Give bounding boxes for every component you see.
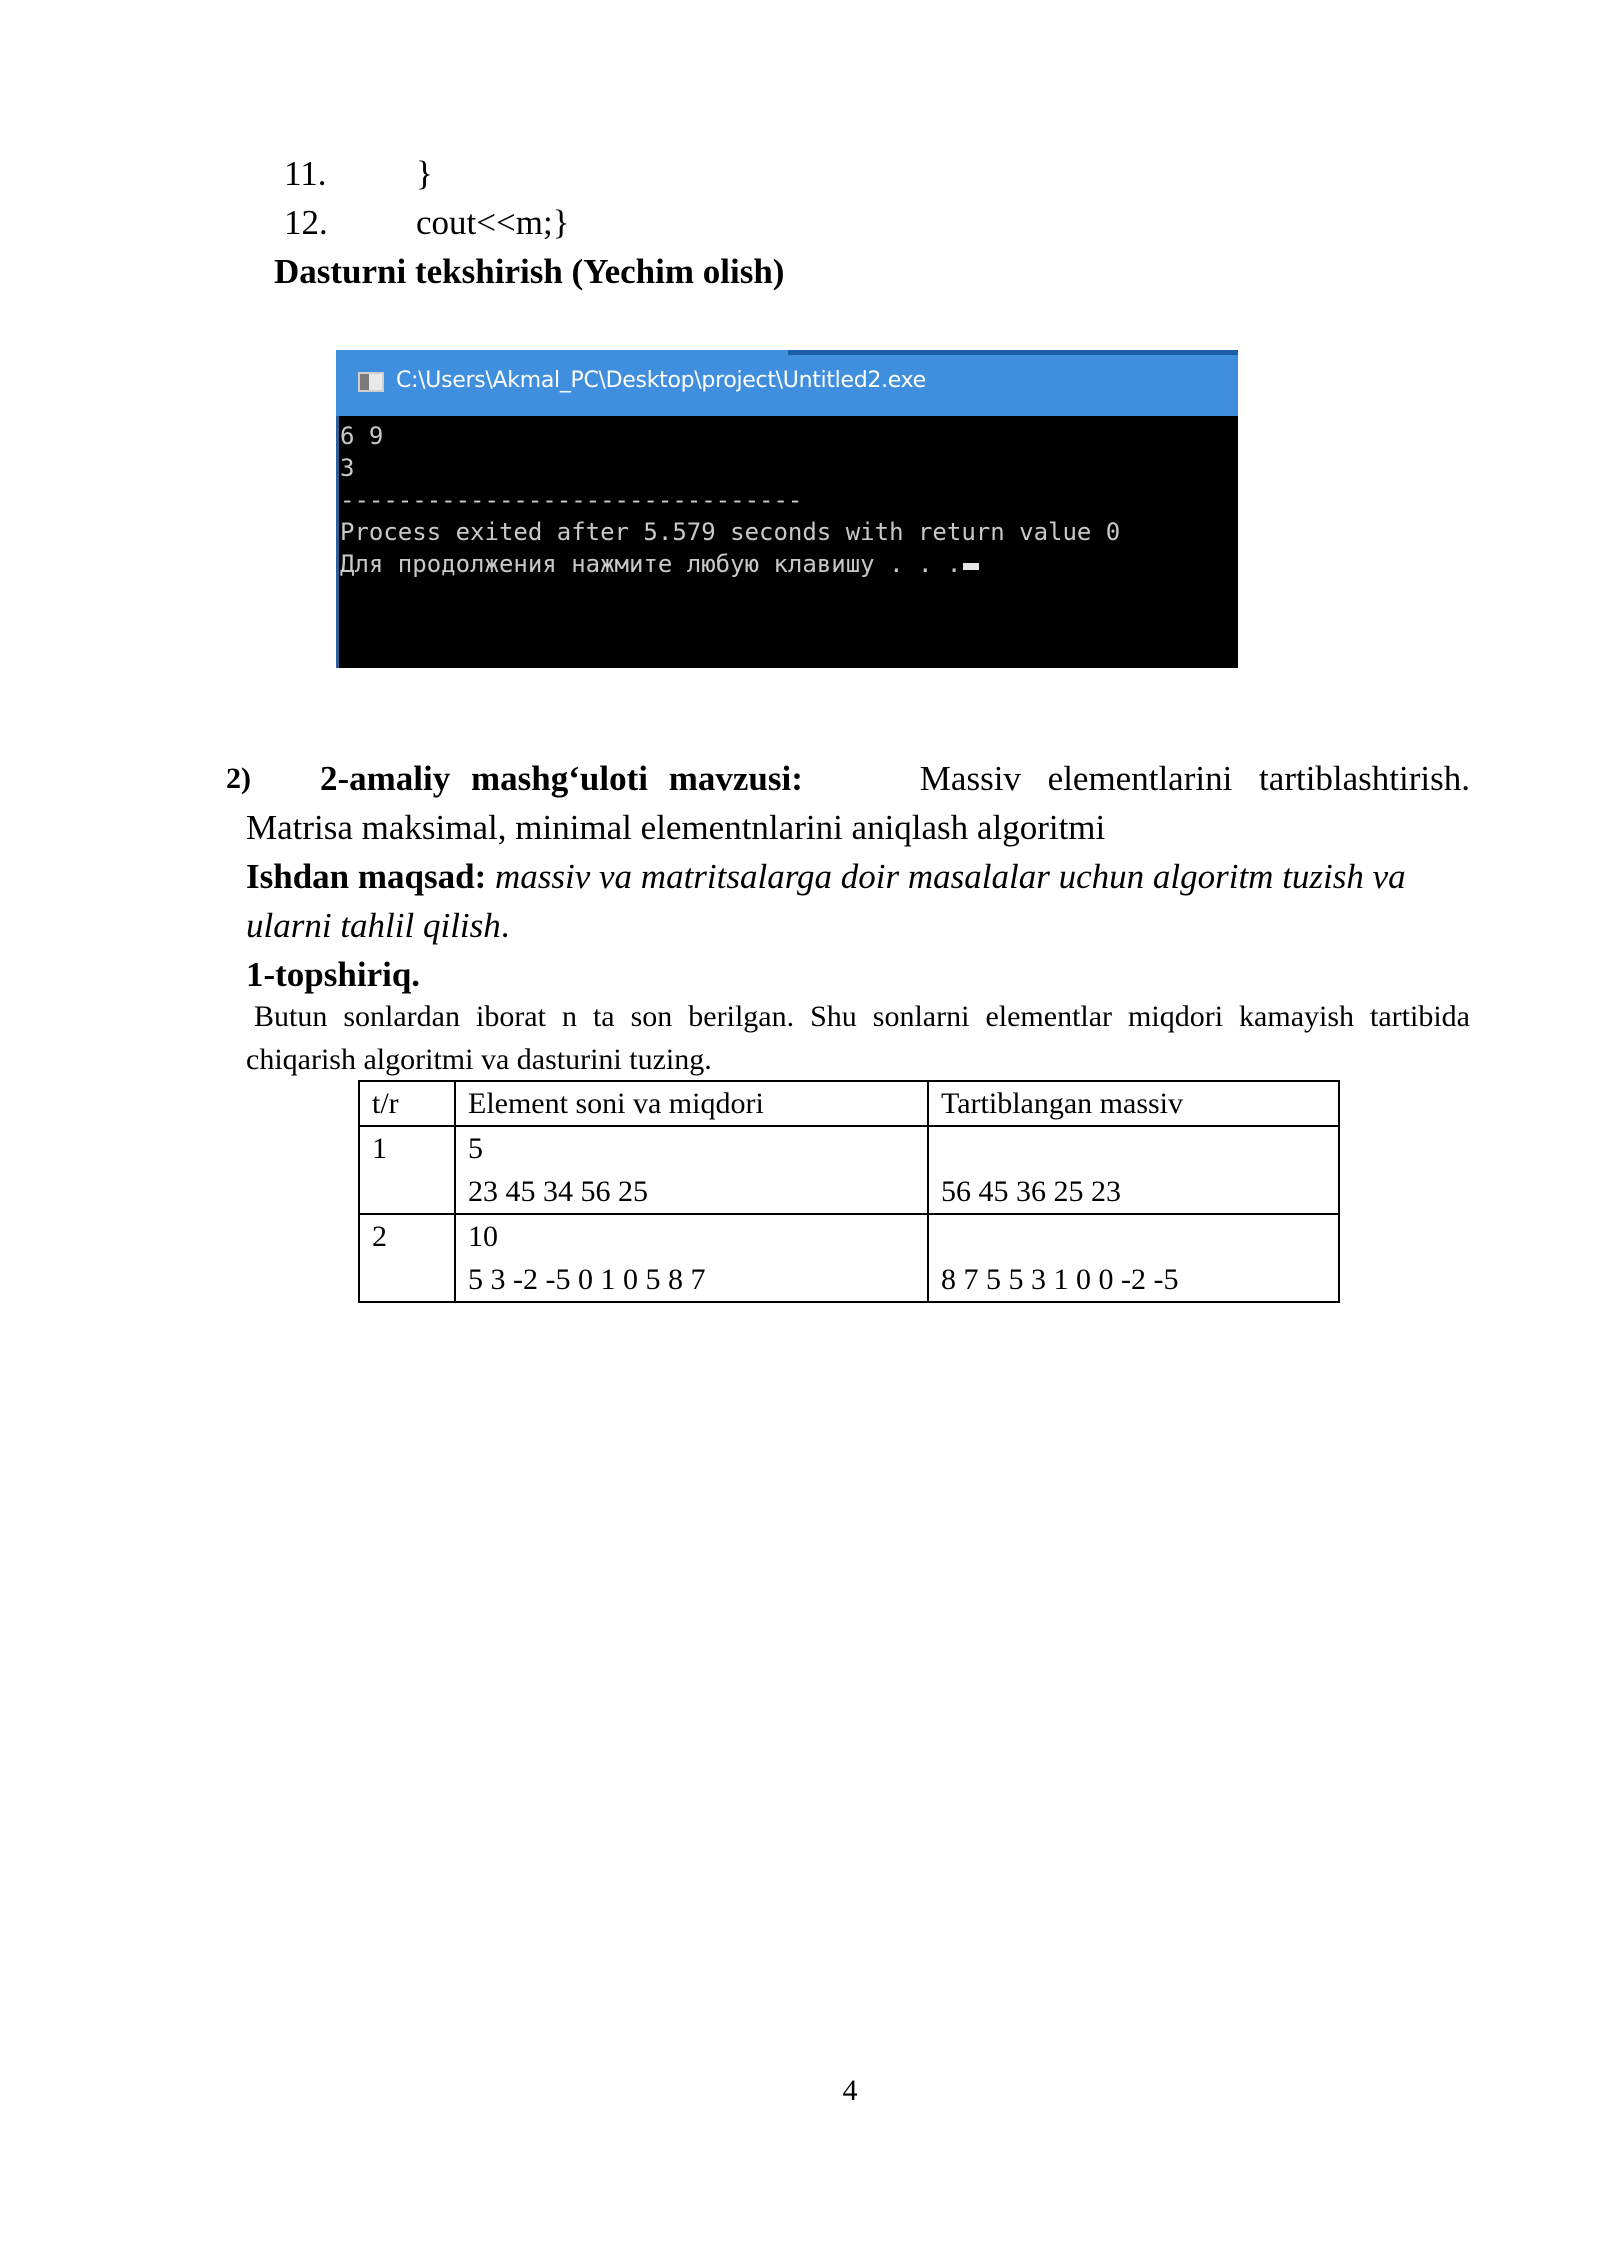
goal-label: Ishdan maqsad: [246,857,487,896]
check-heading: Dasturni tekshirish (Yechim olish) [274,252,785,291]
page-number: 4 [842,2074,858,2107]
console-cursor [963,563,979,570]
sorted-values: 8 7 5 5 3 1 0 0 -2 -5 [941,1263,1179,1296]
row-number: 1 [359,1126,455,1214]
goal-text-2: ularni tahlil qilish [246,906,501,945]
console-screenshot [336,350,1238,668]
console-line-prompt [340,548,1120,580]
table-row [359,1214,1339,1302]
task-text-line1: Butun sonlardan iborat n ta son berilgan. Shu sonlarni elementlar miqdori kamayish tartibida [254,1000,1470,1033]
header-elements: Element soni va miqdori [455,1081,928,1126]
element-count: 5 [468,1132,483,1165]
console-line: 6 9 [340,422,384,450]
console-line: Process exited after 5.579 seconds with return value 0 [340,518,1121,546]
task-heading: 1-topshiriq. [246,955,421,994]
console-window-icon [358,372,384,392]
row-elements [455,1126,928,1214]
code-line-number: 12. [284,203,328,242]
task-text-line2: chiqarish algoritmi va dasturini tuzing. [246,1043,712,1076]
code-line-text: cout<<m;} [416,203,570,242]
element-count: 10 [468,1220,498,1253]
console-titlebar [336,350,1238,416]
console-border [336,416,339,668]
element-values: 5 3 -2 -5 0 1 0 5 8 7 [468,1263,706,1296]
goal-line [246,852,1470,901]
goal-line-2 [246,901,510,950]
console-line: Для продолжения нажмите любую клавишу . . . [340,550,962,578]
section-number: 2) [226,762,251,795]
header-number: t/r [359,1081,455,1126]
console-title: C:\Users\Akmal_PC\Desktop\project\Untitled2.exe [396,368,926,393]
section-title-rest: Massiv elementlarini tartiblashtirish. [919,759,1470,798]
row-sorted [928,1126,1339,1214]
goal-text: massiv va matritsalarga doir masalalar uchun algoritm tuzish va [495,857,1406,896]
code-line-number: 11. [284,154,327,193]
results-table [358,1080,1340,1303]
section-title-line2: Matrisa maksimal, minimal elementnlarini aniqlash algoritmi [246,808,1106,847]
console-line: -------------------------------- [340,486,803,514]
sorted-values: 56 45 36 25 23 [941,1175,1121,1208]
table-row [359,1126,1339,1214]
row-sorted [928,1214,1339,1302]
goal-end: . [500,906,510,945]
code-line-text: } [416,154,433,193]
row-elements [455,1214,928,1302]
element-values: 23 45 34 56 25 [468,1175,648,1208]
section-title-bold: 2-amaliy mashg‘uloti mavzusi: [320,759,803,798]
console-output [340,420,1120,580]
header-sorted: Tartiblangan massiv [928,1081,1339,1126]
console-line: 3 [340,454,355,482]
row-number: 2 [359,1214,455,1302]
titlebar-accent [788,350,1238,355]
table-header-row [359,1081,1339,1126]
section-title [320,754,1470,803]
